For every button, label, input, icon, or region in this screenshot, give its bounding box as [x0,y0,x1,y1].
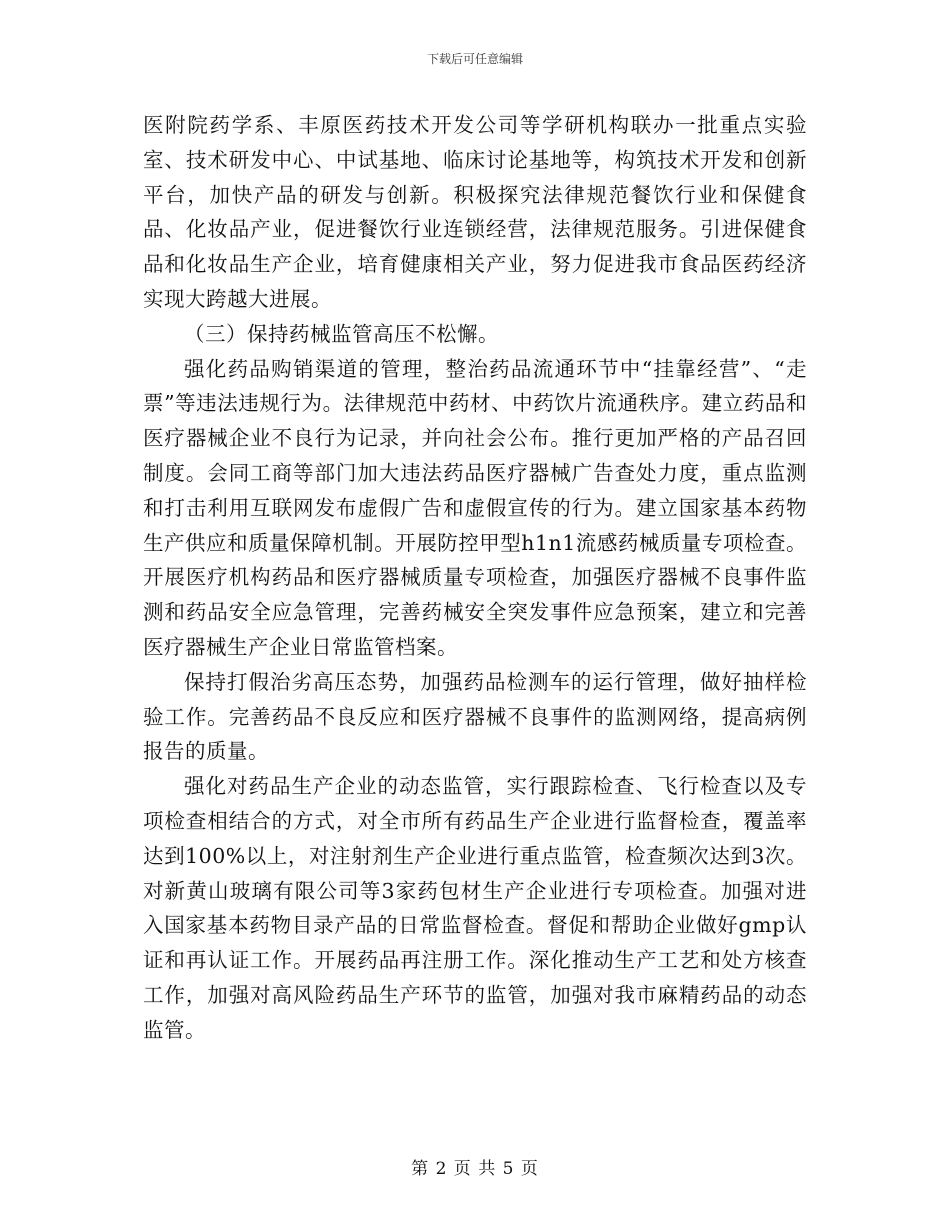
page-number: 第 2 页 共 5 页 [411,1159,539,1179]
paragraph-anti-counterfeit: 保持打假治劣高压态势，加强药品检测车的运行管理，做好抽样检验工作。完善药品不良反应和医疗器械不良事件的监测网络，提高病例报告的质量。 [143,669,807,764]
paragraph-production-supervision: 强化对药品生产企业的动态监管，实行跟踪检查、飞行检查以及专项检查相结合的方式，对全市所有药品生产企业进行监督检查，覆盖率达到100%以上，对注射剂生产企业进行重点监管，检查频次达到3次。对新黄山玻璃有限公司等3家药包材生产企业进行专项检查。加强对进入国家基本药物目录产品的日常监督检查。督促和帮助企业做好gmp认证和再认证工作。开展药品再注册工作。深化推动生产工艺和处方核查工作，加强对高风险药品生产环节的监管，加强对我市麻精药品的动态监管。 [143,774,807,1042]
section-heading: （三）保持药械监管高压不松懈。 [184,321,499,346]
paragraph-continuation: 医附院药学系、丰原医药技术开发公司等学研机构联办一批重点实验室、技术研发中心、中试基地、临床讨论基地等，构筑技术开发和创新平台，加快产品的研发与创新。积极探究法律规范餐饮行业和保健食品、化妆品产业，促进餐饮行业连锁经营，法律规范服务。引进保健食品和化妆品生产企业，培育健康相关产业，努力促进我市食品医药经济实现大跨越大进展。 [143,113,807,311]
paragraph-drug-channels: 强化药品购销渠道的管理，整治药品流通环节中“挂靠经营”、“走票”等违法违规行为。法律规范中药材、中药饮片流通秩序。建立药品和医疗器械企业不良行为记录，并向社会公布。推行更加严格的产品召回制度。会同工商等部门加大违法药品医疗器械广告查处力度，重点监测和打击利用互联网发布虚假广告和虚假宣传的行为。建立国家基本药物生产供应和质量保障机制。开展防控甲型h1n1流感药械质量专项检查。开展医疗机构药品和医疗器械质量专项检查，加强医疗器械不良事件监测和药品安全应急管理，完善药械安全突发事件应急预案，建立和完善医疗器械生产企业日常监管档案。 [143,356,807,659]
page-header: 下载后可任意编辑 [426,52,523,66]
document-body [143,108,807,1048]
